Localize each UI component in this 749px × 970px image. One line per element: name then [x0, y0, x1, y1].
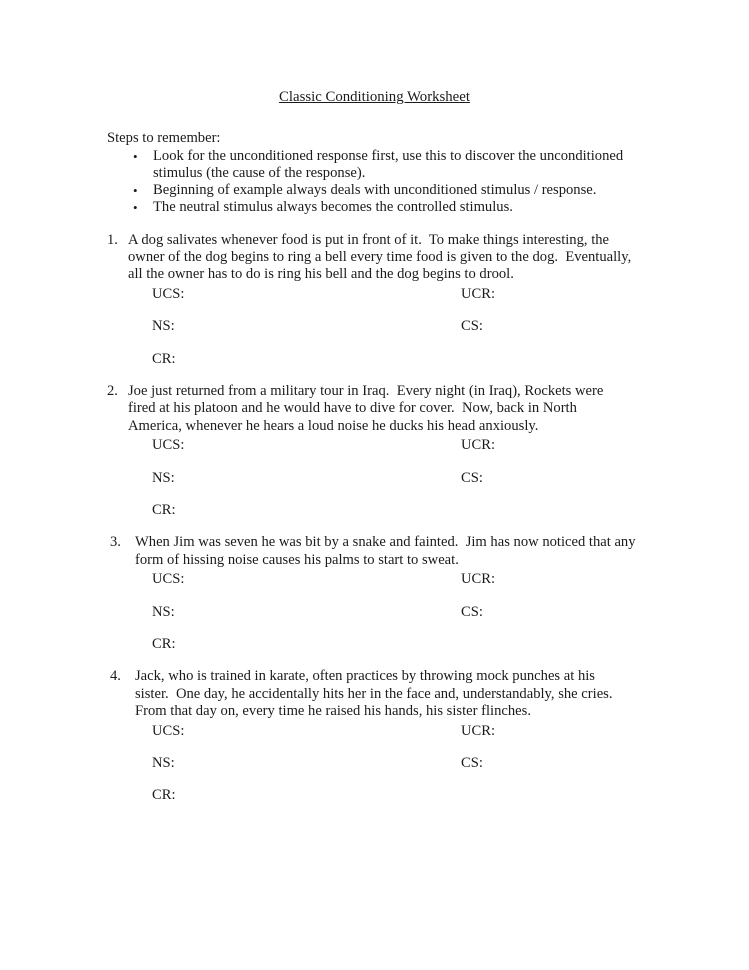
ucr-label: UCR:: [461, 571, 496, 588]
ucs-label: UCS:: [152, 571, 185, 588]
ucs-label: UCS:: [152, 437, 185, 454]
answer-blanks: [107, 437, 642, 519]
problem-text-line: form of hissing noise causes his palms to start to sweat.: [135, 551, 459, 568]
problem-text-line: sister. One day, he accidentally hits her in the face and, understandably, she cries.: [135, 685, 613, 702]
problem-text-line: When Jim was seven he was bit by a snake and fainted. Jim has now noticed that any: [135, 534, 636, 551]
ucr-label: UCR:: [461, 722, 496, 739]
answer-row-cr: [107, 502, 642, 519]
problem-3: [107, 534, 642, 653]
page-title: Classic Conditioning Worksheet: [279, 89, 470, 105]
problem-text: [107, 383, 642, 435]
step-bullet-text: The neutral stimulus always becomes the controlled stimulus.: [153, 199, 513, 216]
cr-label: CR:: [152, 787, 176, 804]
problem-number: 1.: [107, 231, 118, 248]
bullet-icon: •: [133, 200, 138, 216]
answer-row-ns-cs: [107, 604, 642, 621]
problem-number: 2.: [107, 383, 118, 400]
answer-row-cr: [107, 787, 642, 804]
answer-row-cr: [107, 351, 642, 368]
bullet-icon: •: [133, 148, 138, 164]
ns-label: NS:: [152, 318, 175, 335]
step-bullet-text: Beginning of example always deals with unconditioned stimulus / response.: [153, 182, 597, 199]
answer-row-cr: [107, 636, 642, 653]
answer-row-ns-cs: [107, 470, 642, 487]
answer-blanks: [107, 723, 642, 805]
answer-row-ns-cs: [107, 318, 642, 335]
ns-label: NS:: [152, 603, 175, 620]
ns-label: NS:: [152, 469, 175, 486]
cr-label: CR:: [152, 636, 176, 653]
cs-label: CS:: [461, 469, 483, 486]
answer-row-ucs-ucr: [107, 286, 642, 303]
problem-text: [107, 232, 642, 284]
answer-blanks: [107, 286, 642, 368]
steps-section: [107, 130, 642, 216]
step-bullet-text: Look for the unconditioned response first, use this to discover the unconditioned: [153, 147, 624, 164]
problem-text-line: fired at his platoon and he would have to dive for cover. Now, back in North: [128, 400, 577, 417]
problem-number: 3.: [110, 534, 121, 551]
bullet-icon: •: [133, 183, 138, 199]
problem-text-line: Joe just returned from a military tour in Iraq. Every night (in Iraq), Rockets were: [128, 383, 604, 400]
problem-text: [107, 534, 642, 569]
answer-row-ucs-ucr: [107, 437, 642, 454]
steps-heading: Steps to remember:: [107, 130, 221, 147]
ns-label: NS:: [152, 755, 175, 772]
answer-row-ns-cs: [107, 755, 642, 772]
problem-text-line: A dog salivates whenever food is put in front of it. To make things interesting, the: [128, 231, 610, 248]
step-bullet-3: [107, 199, 642, 216]
problem-text-line: America, whenever he hears a loud noise he ducks his head anxiously.: [128, 417, 539, 434]
step-bullet-1: [107, 148, 642, 183]
cs-label: CS:: [461, 755, 483, 772]
ucr-label: UCR:: [461, 286, 496, 303]
answer-row-ucs-ucr: [107, 571, 642, 588]
step-bullet-text: stimulus (the cause of the response).: [153, 164, 366, 181]
problem-1: [107, 232, 642, 368]
answer-row-ucs-ucr: [107, 723, 642, 740]
problem-text-line: owner of the dog begins to ring a bell every time food is given to the dog. Eventually,: [128, 249, 632, 266]
ucs-label: UCS:: [152, 286, 185, 303]
problem-text: [107, 668, 642, 720]
answer-blanks: [107, 571, 642, 653]
cr-label: CR:: [152, 350, 176, 367]
problem-text-line: From that day on, every time he raised his hands, his sister flinches.: [135, 702, 531, 719]
ucr-label: UCR:: [461, 437, 496, 454]
problem-text-line: all the owner has to do is ring his bell and the dog begins to drool.: [128, 266, 514, 283]
problem-number: 4.: [110, 668, 121, 685]
step-bullet-2: [107, 182, 642, 199]
cs-label: CS:: [461, 603, 483, 620]
problem-4: [107, 668, 642, 804]
cr-label: CR:: [152, 502, 176, 519]
problem-2: [107, 383, 642, 519]
ucs-label: UCS:: [152, 722, 185, 739]
problem-text-line: Jack, who is trained in karate, often practices by throwing mock punches at his: [135, 668, 595, 685]
steps-list: [107, 148, 642, 217]
cs-label: CS:: [461, 318, 483, 335]
